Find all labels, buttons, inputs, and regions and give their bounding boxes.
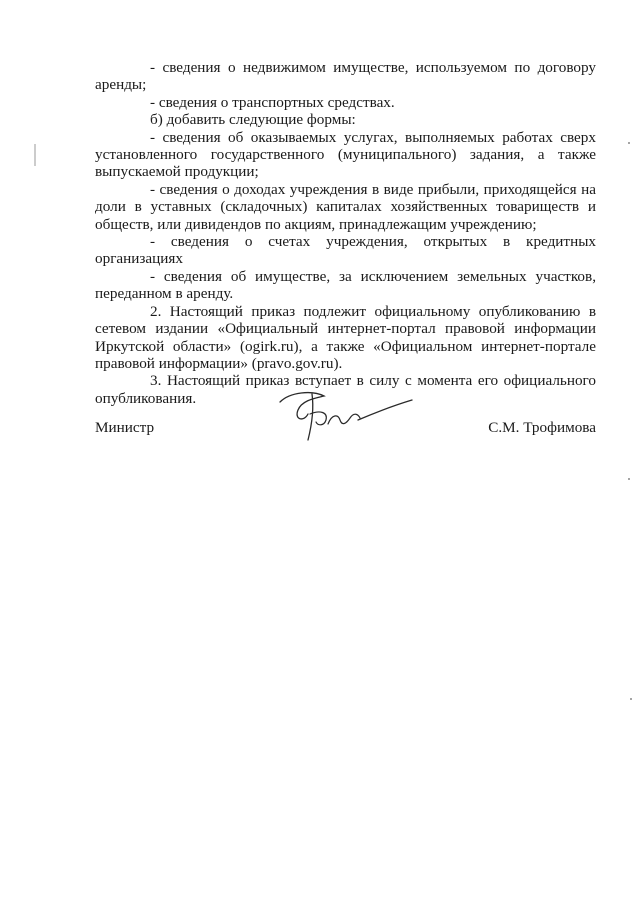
signatory-title: Министр [95, 419, 155, 436]
signature-block [95, 419, 596, 439]
document-body [95, 59, 596, 407]
paragraph-add-forms: б) добавить следующие формы: [150, 111, 356, 129]
scan-speck [628, 142, 630, 144]
paragraph-services: - сведения об оказываемых услугах, выполняемых работах сверх установленного государственного (муниципального) задания, а также выпускаемой продукции; [95, 128, 596, 181]
scan-margin-mark [34, 144, 36, 166]
paragraph-property-lease: - сведения об имуществе, за исключением земельных участков, переданном в аренду. [95, 267, 596, 303]
paragraph-publication: 2. Настоящий приказ подлежит официальному опубликованию в сетевом издании «Официальный интернет-портал правовой информации Иркутской области» (ogirk.ru), а также «Официальном интернет-портале правовой информации» (pravo.gov.ru). [95, 302, 596, 372]
paragraph-effective-date: 3. Настоящий приказ вступает в силу с момента его официального опубликования. [95, 372, 596, 407]
scan-speck [630, 698, 632, 700]
paragraph-income: - сведения о доходах учреждения в виде прибыли, приходящейся на доли в уставных (складочных) капиталах хозяйственных товариществ и обществ, или дивидендов по акциям, принадлежащим учреждению; [95, 180, 596, 233]
paragraph-accounts: - сведения о счетах учреждения, открытых в кредитных организациях [95, 233, 596, 268]
paragraph-real-estate: - сведения о недвижимом имуществе, используемом по договору аренды; [95, 59, 596, 94]
signatory-name: С.М. Трофимова [488, 419, 596, 436]
paragraph-vehicles: - сведения о транспортных средствах. [150, 93, 395, 111]
scan-speck [628, 478, 630, 480]
